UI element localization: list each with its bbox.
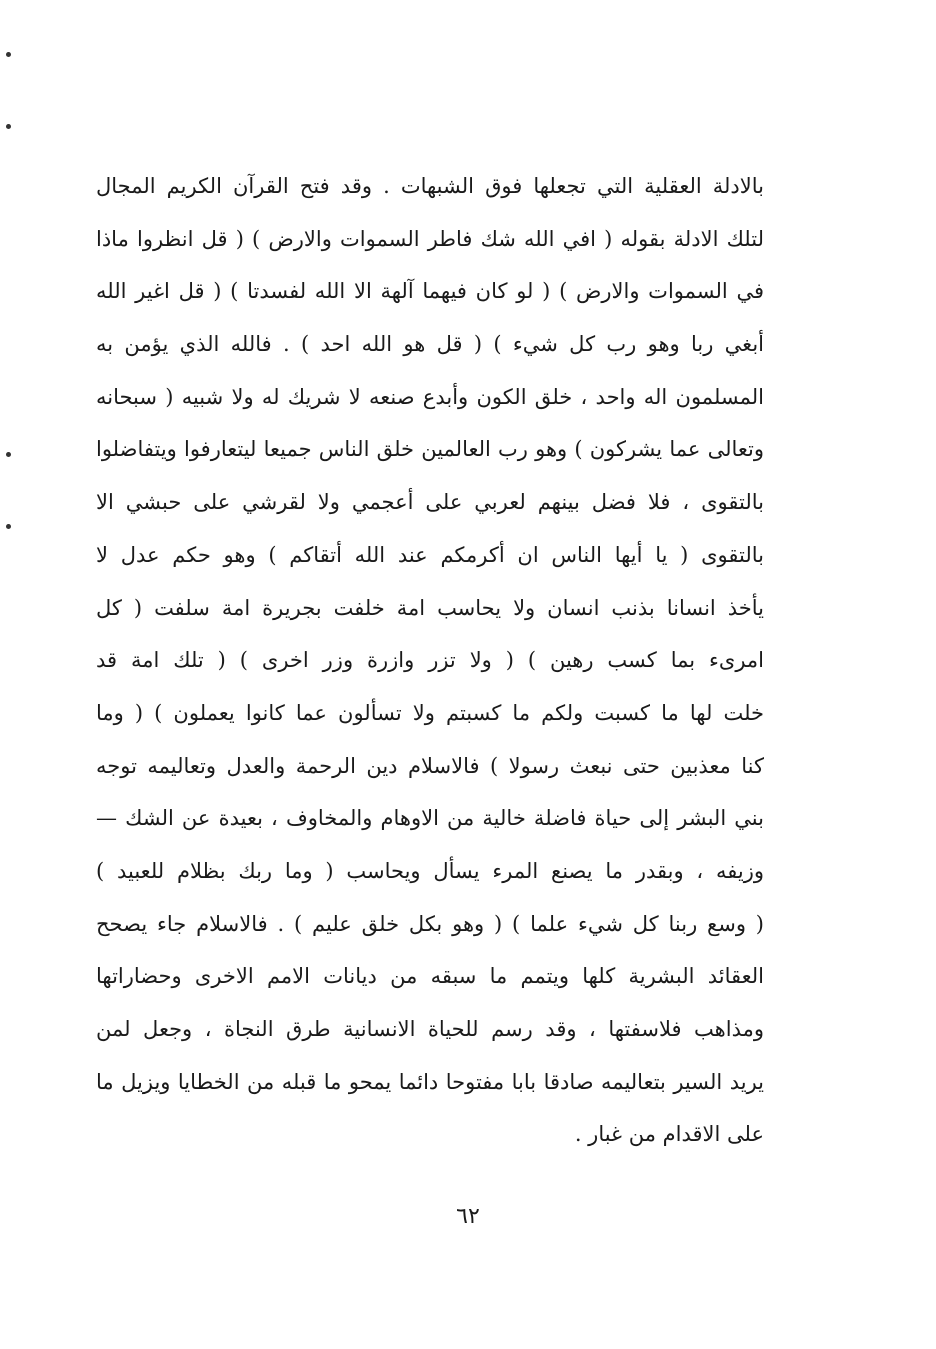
text-line: المسلمون اله واحد ، خلق الكون وأبدع صنعه لا شريك له ولا شبيه ( سبحانه: [96, 384, 764, 409]
text-line: وتعالى عما يشركون ) وهو رب العالمين خلق الناس جميعا ليتعارفوا ويتفاضلوا: [96, 437, 764, 462]
text-line: امرىء بما كسب رهين ) ( ولا تزر وازرة وزر اخرى ) ( تلك امة قد: [96, 648, 764, 673]
margin-mark: [6, 52, 11, 57]
text-line: لتلك الادلة بقوله ( افي الله شك فاطر السموات والارض ) ( قل انظروا ماذا: [96, 226, 764, 251]
text-line: على الاقدام من غبار .: [574, 1122, 764, 1147]
text-line: وزيفه ، وبقدر ما يصنع المرء يسأل ويحاسب ( وما ربك بظلام للعبيد ): [96, 858, 764, 883]
text-line: كنا معذبين حتى نبعث رسولا ) فالاسلام دين الرحمة والعدل وتعاليمه توجه: [96, 753, 764, 778]
text-line: أبغي ربا وهو رب كل شيء ) ( قل هو الله احد ) . فالله الذي يؤمن به: [96, 332, 764, 357]
margin-mark: [6, 124, 11, 129]
text-line: يريد السير بتعاليمه صادقا بابا مفتوحا دائما يمحو ما قبله من الخطايا ويزيل ما: [96, 1069, 764, 1094]
text-line: العقائد البشرية كلها ويتمم ما سبقه من ديانات الامم الاخرى وحضاراتها: [96, 964, 764, 989]
text-line: ومذاهب فلاسفتها ، وقد رسم للحياة الانسانية طرق النجاة ، وجعل لمن: [96, 1017, 764, 1041]
text-line: في السموات والارض ) ( لو كان فيهما آلهة الا الله لفسدتا ) ( قل اغير الله: [96, 279, 764, 304]
body-text: [96, 160, 764, 1161]
text-line: ( وسع ربنا كل شيء علما ) ( وهو بكل خلق عليم ) . فالاسلام جاء يصحح: [96, 911, 764, 936]
margin-mark: [6, 452, 11, 457]
page-number: ٦٢: [456, 1204, 480, 1229]
text-line: يأخذ انسانا بذنب انسان ولا يحاسب امة خلفت بجريرة امة سلفت ( كل: [96, 595, 764, 620]
text-line: بالتقوى ، فلا فضل بينهم لعربي على أعجمي ولا لقرشي على حبشي الا: [96, 490, 764, 515]
text-line: خلت لها ما كسبت ولكم ما كسبتم ولا تسألون عما كانوا يعملون ) ( وما: [96, 700, 764, 725]
text-line: بني البشر إلى حياة فاضلة خالية من الاوهام والمخاوف ، بعيدة عن الشك —: [96, 806, 764, 831]
text-line: بالتقوى ( يا أيها الناس ان أكرمكم عند الله أتقاكم ) وهو حكم عدل لا: [96, 542, 764, 567]
text-line: بالادلة العقلية التي تجعلها فوق الشبهات . وقد فتح القرآن الكريم المجال: [96, 174, 764, 198]
margin-mark: [6, 524, 11, 529]
